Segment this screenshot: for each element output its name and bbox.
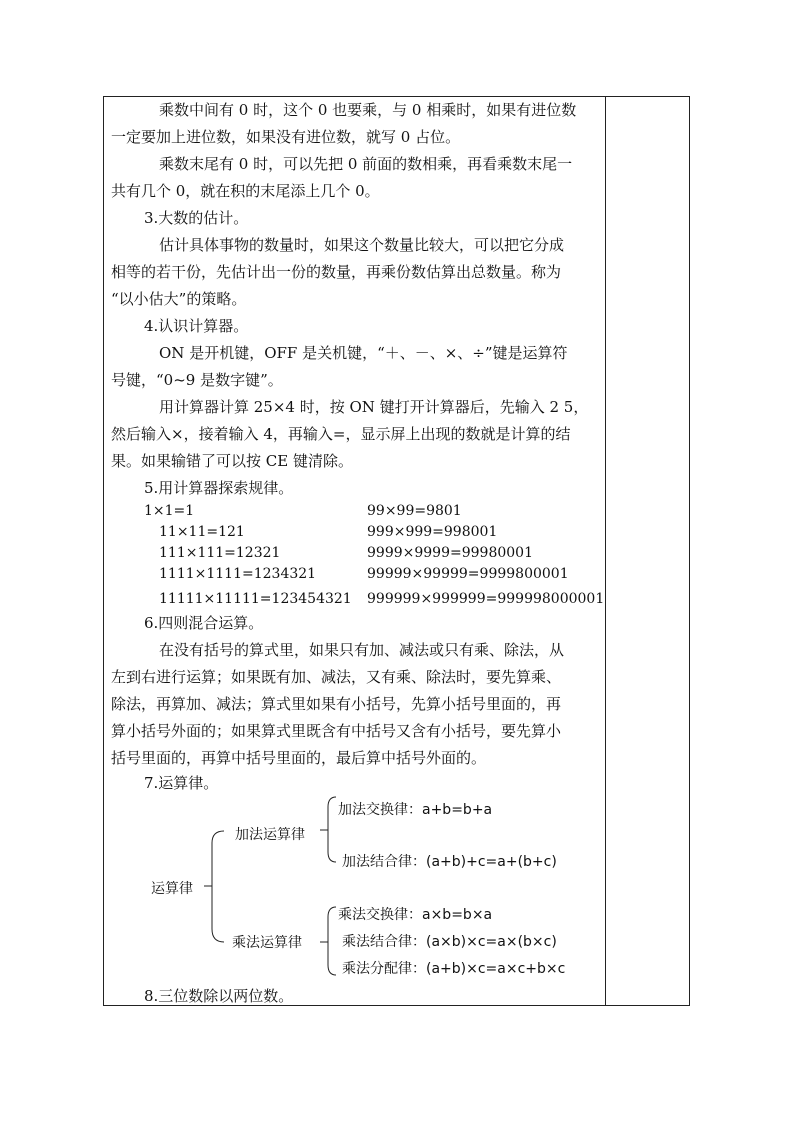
paragraph-line: 括号里面的，再算中括号里面的，最后算中括号外面的。 — [111, 749, 487, 767]
section-heading: 5.用计算器探索规律。 — [144, 479, 294, 497]
paragraph-line: 果。如果输错了可以按 CE 键清除。 — [111, 452, 353, 470]
section-heading: 7.运算律。 — [144, 774, 219, 792]
paragraph-line: 乘数末尾有 0 时，可以先把 0 前面的数相乘，再看乘数末尾一 — [159, 155, 573, 173]
paragraph-line: 估计具体事物的数量时，如果这个数量比较大，可以把它分成 — [159, 236, 565, 254]
paragraph-line: 然后输入×，接着输入 4，再输入=，显示屏上出现的数就是计算的结 — [111, 425, 571, 443]
mul-distributive-law: 乘法分配律：(a+b)×c=a×c+b×c — [342, 961, 566, 977]
mul-associative-law: 乘法结合律：(a×b)×c=a×(b×c) — [342, 934, 557, 950]
pattern-left: 1×1=1 — [144, 503, 195, 519]
laws-root-label: 运算律 — [151, 881, 193, 897]
paragraph-line: 共有几个 0，就在积的末尾添上几个 0。 — [111, 182, 380, 200]
paragraph-line: 一定要加上进位数，如果没有进位数，就写 0 占位。 — [111, 128, 461, 146]
paragraph-line: 算小括号外面的；如果算式里既含有中括号又含有小括号，要先算小 — [111, 722, 562, 740]
paragraph-line: ON 是开机键，OFF 是关机键，“＋、－、×、÷”键是运算符 — [159, 344, 568, 362]
paragraph-line: 相等的若干份，先估计出一份的数量，再乘份数估算出总数量。称为 — [111, 263, 562, 281]
pattern-left: 11111×11111=123454321 — [159, 591, 352, 607]
paragraph-line: 用计算器计算 25×4 时，按 ON 键打开计算器后，先输入 2 5， — [159, 398, 589, 416]
add-commutative-law: 加法交换律：a+b=b+a — [338, 802, 493, 818]
add-associative-law: 加法结合律：(a+b)+c=a+(b+c) — [342, 854, 557, 870]
section-heading: 4.认识计算器。 — [144, 317, 249, 335]
paragraph-line: “以小估大”的策略。 — [111, 290, 247, 308]
pattern-right: 999999×999999=999998000001 — [367, 591, 605, 607]
paragraph-line: 左到右进行运算；如果既有加、减法，又有乘、除法时，要先算乘、 — [111, 668, 562, 686]
paragraph-line: 乘数中间有 0 时，这个 0 也要乘，与 0 相乘时，如果有进位数 — [159, 101, 577, 119]
paragraph-line: 在没有括号的算式里，如果只有加、减法或只有乘、除法，从 — [159, 641, 565, 659]
pattern-right: 99999×99999=9999800001 — [367, 566, 569, 582]
pattern-right: 99×99=9801 — [367, 503, 462, 519]
mul-commutative-law: 乘法交换律：a×b=b×a — [338, 907, 493, 923]
pattern-left: 111×111=12321 — [159, 545, 281, 561]
pattern-left: 1111×1111=1234321 — [159, 566, 317, 582]
paragraph-line: 除法，再算加、减法；算式里如果有小括号，先算小括号里面的，再 — [111, 695, 562, 713]
paragraph-line: 号键，“0~9 是数字键”。 — [111, 371, 283, 389]
table-column-divider — [605, 96, 606, 1006]
pattern-right: 999×999=998001 — [367, 524, 498, 540]
section-heading: 8.三位数除以两位数。 — [144, 987, 294, 1005]
add-group-label: 加法运算律 — [235, 827, 305, 843]
section-heading: 3.大数的估计。 — [144, 209, 249, 227]
mul-group-label: 乘法运算律 — [232, 935, 302, 951]
section-heading: 6.四则混合运算。 — [144, 614, 264, 632]
pattern-right: 9999×9999=99980001 — [367, 545, 533, 561]
pattern-left: 11×11=121 — [159, 524, 245, 540]
